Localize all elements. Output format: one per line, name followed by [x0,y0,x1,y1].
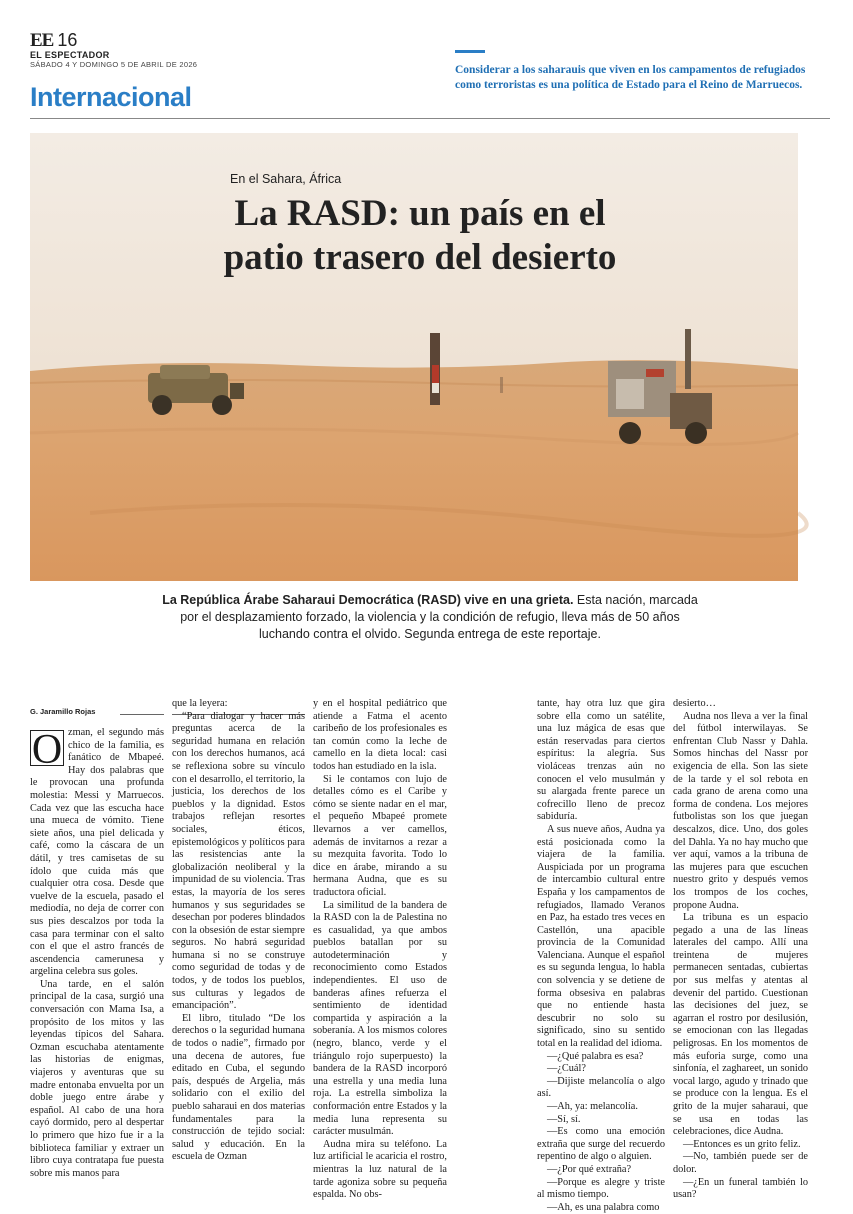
paragraph: Audna nos lleva a ver la final del fútbol interwilayas. Se enfrentan Club Nassr y Dahla. Somos hinchas del Nassr por exigencia de ella. Son las siete de la tarde y el sol rebota en cada grano de arena como una forma de condena. Los mejores futbolistas son los que juegan descalzos, dice. Uno, dos goles del Dahla. Ya no hay mucho que ver aquí, vamos a la tribuna de las mujeres para que escuchen nuestro grito y después vemos los trompos de los coches, propone Audna. [673,710,808,911]
marker-post [430,333,440,405]
article-column-3 [313,698,447,1201]
paragraph: desierto… [673,698,716,709]
column-rule-1 [120,714,164,715]
edition-date: SÁBADO 4 Y DOMINGO 5 DE ABRIL DE 2026 [30,60,198,69]
caption-text: Esta nación, marcada por el desplazamiento forzado, la violencia y la condición de refugio, lleva más de 50 años luchando contra el olvido. Segunda entrega de este reportaje. [180,593,698,641]
article-headline: La RASD: un país en el patio trasero del desierto [223,193,617,278]
masthead [30,30,290,69]
paragraph: La tribuna es un espacio pegado a una de las líneas laterales del campo. Allí una treintena de mujeres permanecen sentadas, cubiertas por sus melfas y atentas al devenir del partido. Cuestionan las decisiones del juez, se agarran el rostro por desilusión, se emocionan con las llegadas peligrosas. En los momentos de más euforia surge, como una sinfonía, el zaghareet, un sonido vocal largo, agudo y trinado que se produce con la lengua. Es el grito de la mujer saharaui, que se usa en todas las celebraciones, dice Audna. [673,912,808,1138]
dialogue-line: —No, también puede ser de dolor. [673,1151,808,1175]
dialogue-line: —¿Cuál? [547,1063,586,1075]
dialogue-line: —¿En un funeral también lo usan? [673,1176,808,1201]
article-column-1 [30,727,164,1179]
paragraph: Audna mira su teléfono. La luz artificial le acaricia el rostro, mientras la luz natural de la tarde agoniza sobre su pequeña espalda. No obs- [313,1138,447,1201]
paragraph: zman, el segundo más chico de la familia, es fanático de Mbapeé. Hay dos palabras que le provocan una profunda molestia: Messi y Marruecos. Cada vez que las escucha hace una mueca de vómito. Tiene siete años, una piel delicada y café, como la cáscara de un dátil, y tres camisetas de su ídolo que cuida más que cualquier otra cosa. Desde que vuelve de la escuela, pasado el mediodía, no deja de correr con sus pies descalzos por toda la casa para terminar con el salto con el que el astro francés de ascendencia camerunesa y argelina celebra sus goles. [30,727,164,978]
pull-quote-rule [455,50,485,53]
dialogue-line: —Porque es alegre y triste al mismo tiempo. [537,1176,665,1201]
byline: G. Jaramillo Rojas [30,707,96,716]
newspaper-logo: EE [30,30,54,51]
paragraph: y en el hospital pediátrico que atiende a Fatma el acento caribeño de los profesionales es tan común como la leche de camello en la dieta local: casi todos han estudiado en la isla. [313,698,447,772]
dialogue-line: —Sí, sí. [547,1113,581,1125]
paragraph: que la leyera: [172,698,228,709]
paragraph: “Para dialogar y hacer más preguntas acerca de la seguridad humana en relación con los derechos humanos, acá se reflexiona sobre su vínculo con el desarrollo, el territorio, la justicia, los derechos de los pueblos y la dignidad. Estos trabajos reflejan resortes sociales, éticos, epistemológicos y políticos para las resistencias ante la globalización neoliberal y la impunidad de su violencia. Tras estas, la mayoría de los seres humanos y sus seguridades se desechan por poderes blindados con la obsesión de estar siempre seguros. No habrá seguridad humana si no se construye como seguridad de todas y de todos, y de todos los pueblos, sus culturas y legados de emancipación”. [172,710,305,1012]
paper-name: EL ESPECTADOR [30,50,110,60]
paragraph: A sus nueve años, Audna ya está posicionada como la viajera de la familia. Auspiciada por un programa de intercambio cultural entre España y los campamentos de refugiados, llamado Veranos en Paz, ha estado tres veces en Castellón, una apacible provincia de la Comunidad Valenciana. Aunque el español es su segunda lengua, lo habla con solvencia y se detiene de forma obsesiva en palabras que no entiende hasta descubrir no solo su significado, sino su sentido total en la realidad del idioma. [537,823,665,1050]
paragraph: tante, hay otra luz que gira sobre ella como un satélite, una luz mágica de esas que están reservadas para ciertos espíritus: la alegría. Sus violáceas trenzas aún no conocen el velo musulmán y su alargada frente parece un cofrecillo lleno de precoz sabiduría. [537,698,665,823]
dialogue-line: —Entonces es un grito feliz. [683,1138,801,1150]
paragraph: Si le contamos con lujo de detalles cómo es el Caribe y cómo se siente nadar en el mar, el pequeño Mbapeé promete llevarnos a ver camellos, además de invitarnos a rezar a su mezquita favorita. Todo lo dice en árabe, mirando a su hermana Audna, que es su traductora oficial. [313,773,447,898]
pull-quote-text: Considerar a los saharauis que viven en los campamentos de refugiados como terroristas es una política de Estado para el Reino de Marruecos. [455,64,806,91]
caption-lead: La República Árabe Saharaui Democrática (RASD) vive en una grieta. [162,593,574,607]
article-column-5 [673,698,808,1201]
paragraph: La similitud de la bandera de la RASD con la de Palestina no es casualidad, ya que ambos pueblos batallan por su autodeterminación y reconocimiento como Estados independientes. El uso de banderas afines refuerza el sentimiento de identidad compartida y aspiración a la soberanía. A los mismos colores (negro, blanco, verde y el triángulo rojo superpuesto) la bandera de la RASD incorporó una estrella y una media luna roja. La estrella simboliza la conformación entre Estados y la media luna representa su carácter musulmán. [313,899,447,1138]
dialogue-line: —Dijiste melancolía o algo así. [537,1075,665,1100]
pull-quote [455,50,830,93]
article-kicker: En el Sahara, África [230,172,342,186]
photo-caption [160,592,700,643]
dialogue-line: —¿Qué palabra es esa? [547,1050,644,1062]
drop-cap: O [31,727,63,773]
article-column-2 [172,698,305,1163]
dialogue-line: —¿Por qué extraña? [547,1163,632,1175]
page-number: 16 [57,30,78,50]
header-divider [30,118,830,119]
dialogue-line: —Ah, es una palabra como [547,1201,660,1213]
paragraph: Una tarde, en el salón principal de la casa, surgió una conversación con Mama Isa, a propósito de los mitos y las leyendas típicos del Sahara. Ozman escuchaba atentamente las historias de enigmas, viajeros y aventuras que su madre entonaba envuelta por un doble juego entre árabe y español. Al cabo de una hora cayó dormido, pero al despertar lo primero que hizo fue ir a la biblioteca familiar y extraer un libro cuya contratapa fue puesta sobre mis manos para [30,978,164,1179]
paragraph: El libro, titulado “De los derechos o la seguridad humana de todos o nadie”, firmado por una decena de autores, fue editado en Cuba, el segundo país, después de Argelia, más solidario con el exilio del pueblo saharaui en dos materias fundamentales para la construcción de tejido social: salud y educación. En la escuela de Ozman [172,1012,305,1163]
article-column-4 [537,698,665,1213]
dialogue-line: —Ah, ya: melancolía. [547,1101,638,1112]
dialogue-line: —Es como una emoción extraña que surge del recuerdo repentino de algo o alguien. [537,1126,665,1163]
section-title: Internacional [30,82,192,112]
